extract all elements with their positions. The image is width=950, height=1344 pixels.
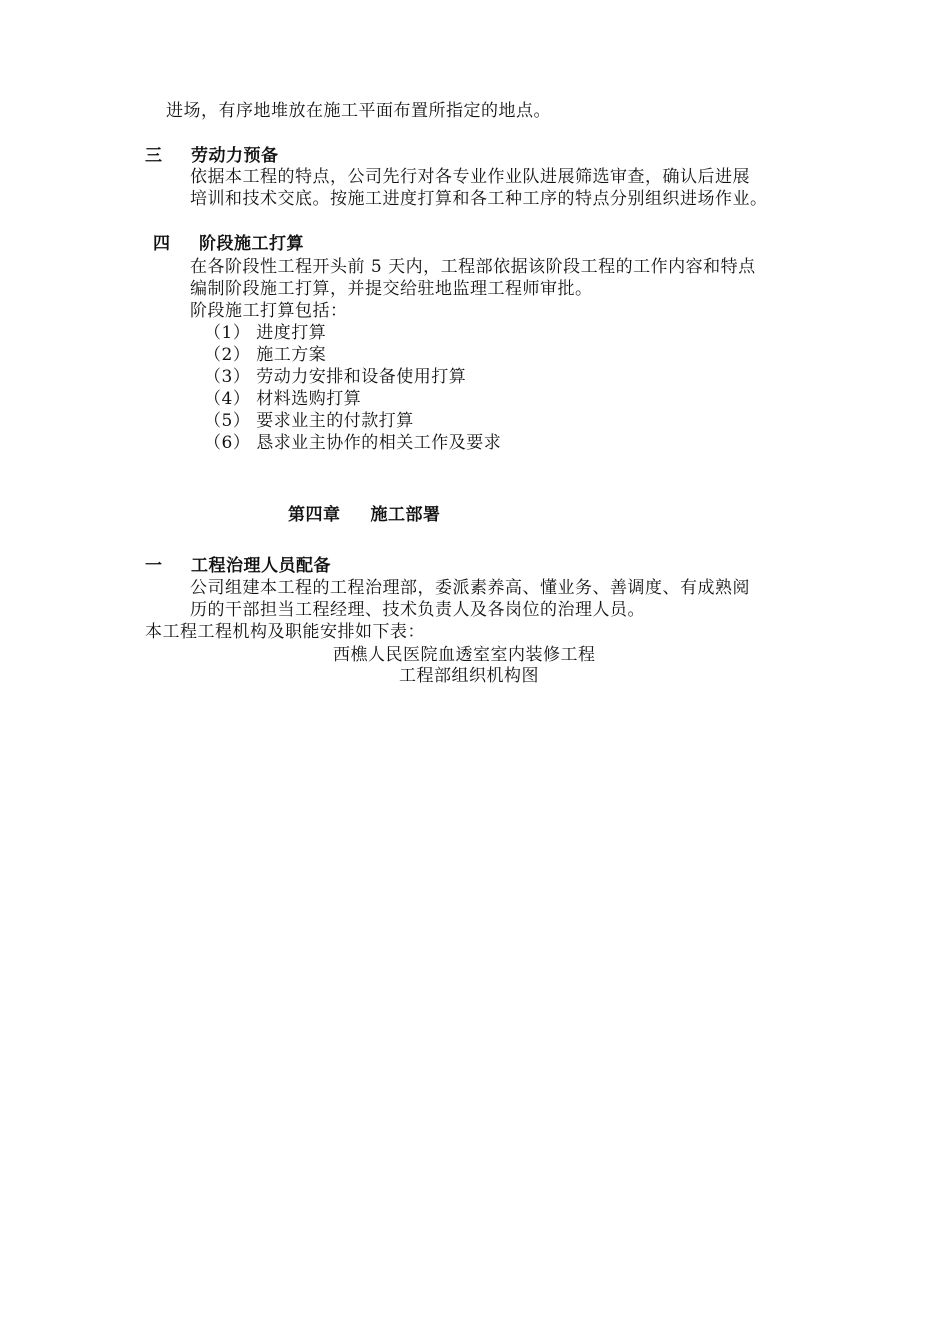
section-3-heading	[145, 145, 279, 167]
section-1-line-2: 历的干部担当工程经理、技术负责人及各岗位的治理人员。	[190, 600, 645, 620]
section-3-title: 劳动力预备	[191, 146, 279, 166]
chart-caption-line-2: 工程部组织机构图	[399, 666, 539, 686]
intro-line: 进场，有序地堆放在施工平面布置所指定的地点。	[166, 101, 551, 121]
section-1-title: 工程治理人员配备	[191, 556, 331, 576]
table-intro: 本工程工程机构及职能安排如下表：	[145, 622, 425, 642]
section-4-title: 阶段施工打算	[199, 234, 304, 254]
list-item-4: （4） 材料选购打算	[204, 389, 362, 409]
section-4-line-3: 阶段施工打算包括：	[190, 301, 348, 321]
section-4-number: 四	[153, 234, 171, 254]
section-3-line-2: 培训和技术交底。按施工进度打算和各工种工序的特点分别组织进场作业。	[190, 189, 768, 209]
list-item-3: （3） 劳动力安排和设备使用打算	[204, 367, 467, 387]
chart-caption-line-1: 西樵人民医院血透室室内装修工程	[333, 645, 596, 665]
chapter-number: 第四章	[288, 505, 341, 525]
list-item-1: （1） 进度打算	[204, 323, 327, 343]
chapter-title: 施工部署	[370, 505, 441, 525]
list-item-5: （5） 要求业主的付款打算	[204, 411, 414, 431]
section-1-line-1: 公司组建本工程的工程治理部，委派素养高、懂业务、善调度、有成熟阅	[190, 578, 750, 598]
list-item-2: （2） 施工方案	[204, 345, 327, 365]
section-1-number: 一	[145, 556, 163, 576]
section-3-line-1: 依据本工程的特点，公司先行对各专业作业队进展筛选审查，确认后进展	[190, 167, 750, 187]
section-4-line-1: 在各阶段性工程开头前 5 天内，工程部依据该阶段工程的工作内容和特点	[190, 257, 756, 277]
section-1-heading	[145, 555, 331, 577]
list-item-6: （6） 恳求业主协作的相关工作及要求	[204, 433, 502, 453]
section-4-heading	[153, 233, 304, 255]
section-4-line-2: 编制阶段施工打算，并提交给驻地监理工程师审批。	[190, 279, 593, 299]
chapter-heading	[288, 504, 441, 526]
section-3-number: 三	[145, 146, 163, 166]
